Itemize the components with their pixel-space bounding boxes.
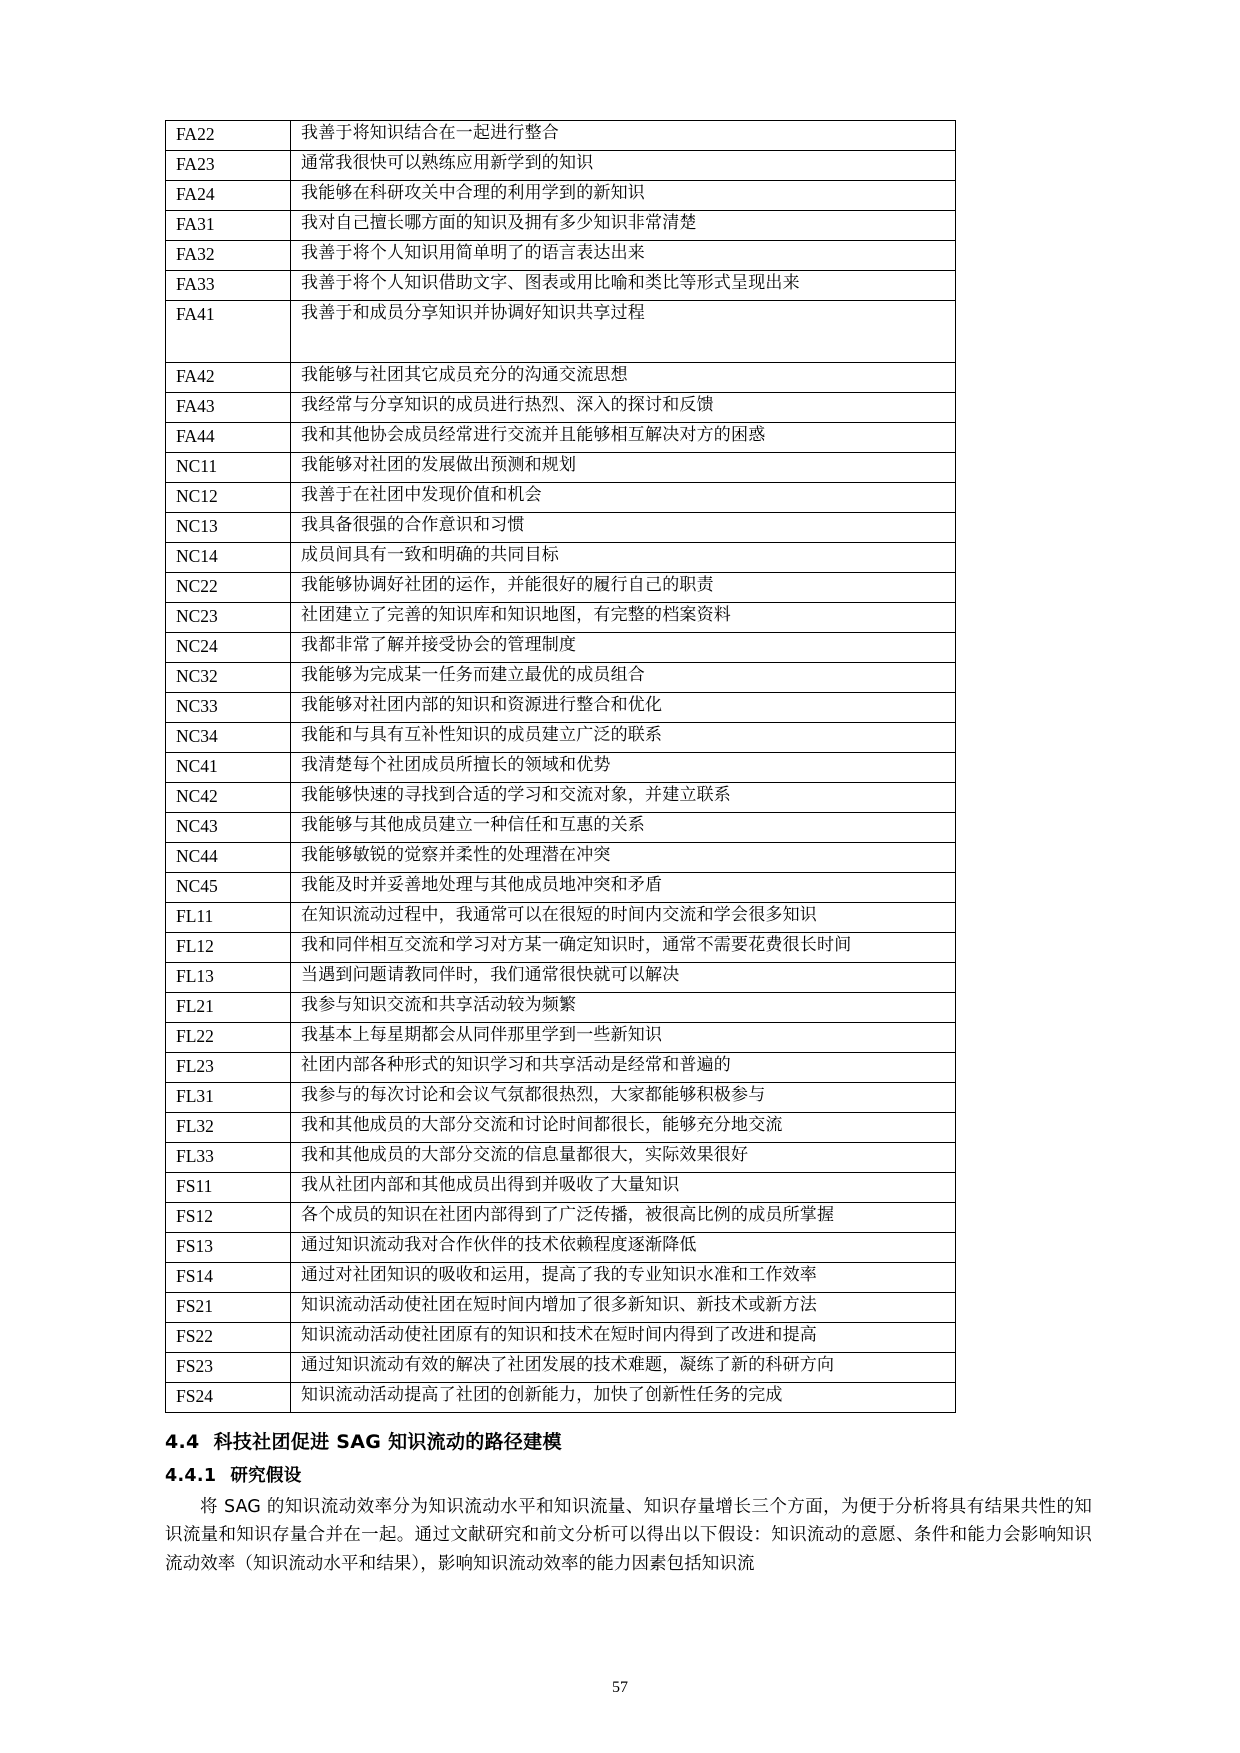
item-code: FL22 (166, 1023, 291, 1053)
item-code: FL33 (166, 1143, 291, 1173)
item-text: 我和同伴相互交流和学习对方某一确定知识时，通常不需要花费很长时间 (291, 933, 956, 963)
table-body (166, 121, 956, 1413)
item-text: 我都非常了解并接受协会的管理制度 (291, 633, 956, 663)
item-code: FA44 (166, 423, 291, 453)
item-text: 知识流动活动提高了社团的创新能力，加快了创新性任务的完成 (291, 1383, 956, 1413)
item-text: 通过知识流动我对合作伙伴的技术依赖程度逐渐降低 (291, 1233, 956, 1263)
subsection-title: 研究假设 (230, 1466, 302, 1486)
item-code: FL21 (166, 993, 291, 1023)
item-text: 在知识流动过程中，我通常可以在很短的时间内交流和学会很多知识 (291, 903, 956, 933)
table-row (166, 1323, 956, 1353)
table-row (166, 483, 956, 513)
item-text: 我对自己擅长哪方面的知识及拥有多少知识非常清楚 (291, 211, 956, 241)
item-text: 我清楚每个社团成员所擅长的领域和优势 (291, 753, 956, 783)
item-code: NC11 (166, 453, 291, 483)
item-text: 我能够在科研攻关中合理的利用学到的新知识 (291, 181, 956, 211)
item-code: FS12 (166, 1203, 291, 1233)
table-row (166, 933, 956, 963)
table-row (166, 573, 956, 603)
item-text: 当遇到问题请教同伴时，我们通常很快就可以解决 (291, 963, 956, 993)
table-row (166, 663, 956, 693)
item-text: 社团建立了完善的知识库和知识地图，有完整的档案资料 (291, 603, 956, 633)
table-row (166, 211, 956, 241)
table-row (166, 1083, 956, 1113)
item-text: 我能和与具有互补性知识的成员建立广泛的联系 (291, 723, 956, 753)
item-text: 我能够快速的寻找到合适的学习和交流对象，并建立联系 (291, 783, 956, 813)
table-row (166, 1173, 956, 1203)
item-text: 我能够与社团其它成员充分的沟通交流思想 (291, 363, 956, 393)
item-code: FS22 (166, 1323, 291, 1353)
item-code: FL13 (166, 963, 291, 993)
subsection-number: 4.4.1 (165, 1466, 217, 1486)
item-code: NC13 (166, 513, 291, 543)
item-text: 知识流动活动使社团原有的知识和技术在短时间内得到了改进和提高 (291, 1323, 956, 1353)
table-row (166, 723, 956, 753)
item-code: FA32 (166, 241, 291, 271)
item-code: NC22 (166, 573, 291, 603)
item-code: NC23 (166, 603, 291, 633)
table-row (166, 603, 956, 633)
table-row (166, 1023, 956, 1053)
item-code: FL12 (166, 933, 291, 963)
table-row (166, 301, 956, 363)
body-paragraph: 将 SAG 的知识流动效率分为知识流动水平和知识流量、知识存量增长三个方面，为便于分析将具有结果共性的知识流量和知识存量合并在一起。通过文献研究和前文分析可以得出以下假设：知识流动的意愿、条件和能力会影响知识流动效率（知识流动水平和结果），影响知识流动效率的能力因素包括知识流 (165, 1497, 1092, 1574)
item-text: 我参与的每次讨论和会议气氛都很热烈，大家都能够积极参与 (291, 1083, 956, 1113)
item-text: 我善于将知识结合在一起进行整合 (291, 121, 956, 151)
table-row (166, 393, 956, 423)
table-row (166, 633, 956, 663)
item-text: 我参与知识交流和共享活动较为频繁 (291, 993, 956, 1023)
item-code: FA22 (166, 121, 291, 151)
item-code: NC24 (166, 633, 291, 663)
item-code: FL32 (166, 1113, 291, 1143)
item-text: 我能够为完成某一任务而建立最优的成员组合 (291, 663, 956, 693)
table-row (166, 813, 956, 843)
item-text: 我善于将个人知识借助文字、图表或用比喻和类比等形式呈现出来 (291, 271, 956, 301)
item-text: 我从社团内部和其他成员出得到并吸收了大量知识 (291, 1173, 956, 1203)
item-text: 我能够敏锐的觉察并柔性的处理潜在冲突 (291, 843, 956, 873)
table-row (166, 843, 956, 873)
item-code: FL31 (166, 1083, 291, 1113)
table-row (166, 873, 956, 903)
item-text: 通常我很快可以熟练应用新学到的知识 (291, 151, 956, 181)
table-row (166, 1233, 956, 1263)
table-row (166, 1383, 956, 1413)
page-number: 57 (612, 1679, 628, 1696)
table-row (166, 181, 956, 211)
table-row (166, 423, 956, 453)
item-code: FA24 (166, 181, 291, 211)
item-code: FS21 (166, 1293, 291, 1323)
item-code: FL11 (166, 903, 291, 933)
item-code: FL23 (166, 1053, 291, 1083)
table-row (166, 1293, 956, 1323)
table-row (166, 453, 956, 483)
item-code: NC12 (166, 483, 291, 513)
table-row (166, 753, 956, 783)
item-code: NC32 (166, 663, 291, 693)
item-code: FS23 (166, 1353, 291, 1383)
item-code: FA41 (166, 301, 291, 363)
item-text: 社团内部各种形式的知识学习和共享活动是经常和普遍的 (291, 1053, 956, 1083)
item-code: FA43 (166, 393, 291, 423)
item-code: FS13 (166, 1233, 291, 1263)
measurement-items-table (165, 120, 956, 1413)
item-text: 我能够对社团内部的知识和资源进行整合和优化 (291, 693, 956, 723)
item-text: 我和其他协会成员经常进行交流并且能够相互解决对方的困惑 (291, 423, 956, 453)
item-text: 我善于在社团中发现价值和机会 (291, 483, 956, 513)
item-code: NC34 (166, 723, 291, 753)
item-code: FS14 (166, 1263, 291, 1293)
item-code: FA31 (166, 211, 291, 241)
table-row (166, 513, 956, 543)
table-row (166, 963, 956, 993)
table-row (166, 1203, 956, 1233)
section-number: 4.4 (165, 1431, 200, 1453)
table-row (166, 783, 956, 813)
item-text: 我基本上每星期都会从同伴那里学到一些新知识 (291, 1023, 956, 1053)
section-heading (165, 1427, 1092, 1454)
table-row (166, 363, 956, 393)
item-text: 我能够与其他成员建立一种信任和互惠的关系 (291, 813, 956, 843)
item-code: NC43 (166, 813, 291, 843)
item-text: 成员间具有一致和明确的共同目标 (291, 543, 956, 573)
item-code: FS11 (166, 1173, 291, 1203)
item-code: FS24 (166, 1383, 291, 1413)
section-title: 科技社团促进 SAG 知识流动的路径建模 (213, 1431, 562, 1453)
item-code: NC41 (166, 753, 291, 783)
table-row (166, 1263, 956, 1293)
table-row (166, 151, 956, 181)
table-row (166, 241, 956, 271)
item-text: 我经常与分享知识的成员进行热烈、深入的探讨和反馈 (291, 393, 956, 423)
item-text: 通过对社团知识的吸收和运用，提高了我的专业知识水准和工作效率 (291, 1263, 956, 1293)
table-row (166, 1143, 956, 1173)
table-row (166, 121, 956, 151)
item-code: NC45 (166, 873, 291, 903)
item-text: 我善于将个人知识用简单明了的语言表达出来 (291, 241, 956, 271)
table-row (166, 693, 956, 723)
item-code: FA42 (166, 363, 291, 393)
table-row (166, 993, 956, 1023)
item-text: 我具备很强的合作意识和习惯 (291, 513, 956, 543)
item-code: NC44 (166, 843, 291, 873)
table-row (166, 543, 956, 573)
table-row (166, 1053, 956, 1083)
item-text: 我和其他成员的大部分交流的信息量都很大，实际效果很好 (291, 1143, 956, 1173)
item-text: 我能及时并妥善地处理与其他成员地冲突和矛盾 (291, 873, 956, 903)
item-text: 我能够协调好社团的运作，并能很好的履行自己的职责 (291, 573, 956, 603)
item-text: 我和其他成员的大部分交流和讨论时间都很长，能够充分地交流 (291, 1113, 956, 1143)
item-text: 我能够对社团的发展做出预测和规划 (291, 453, 956, 483)
item-text: 我善于和成员分享知识并协调好知识共享过程 (291, 301, 956, 363)
table-row (166, 1113, 956, 1143)
item-code: NC33 (166, 693, 291, 723)
item-text: 通过知识流动有效的解决了社团发展的技术难题，凝练了新的科研方向 (291, 1353, 956, 1383)
item-code: NC14 (166, 543, 291, 573)
item-code: FA23 (166, 151, 291, 181)
item-text: 各个成员的知识在社团内部得到了广泛传播，被很高比例的成员所掌握 (291, 1203, 956, 1233)
item-code: NC42 (166, 783, 291, 813)
item-code: FA33 (166, 271, 291, 301)
table-row (166, 271, 956, 301)
item-text: 知识流动活动使社团在短时间内增加了很多新知识、新技术或新方法 (291, 1293, 956, 1323)
table-row (166, 903, 956, 933)
table-row (166, 1353, 956, 1383)
subsection-heading (165, 1462, 1092, 1487)
